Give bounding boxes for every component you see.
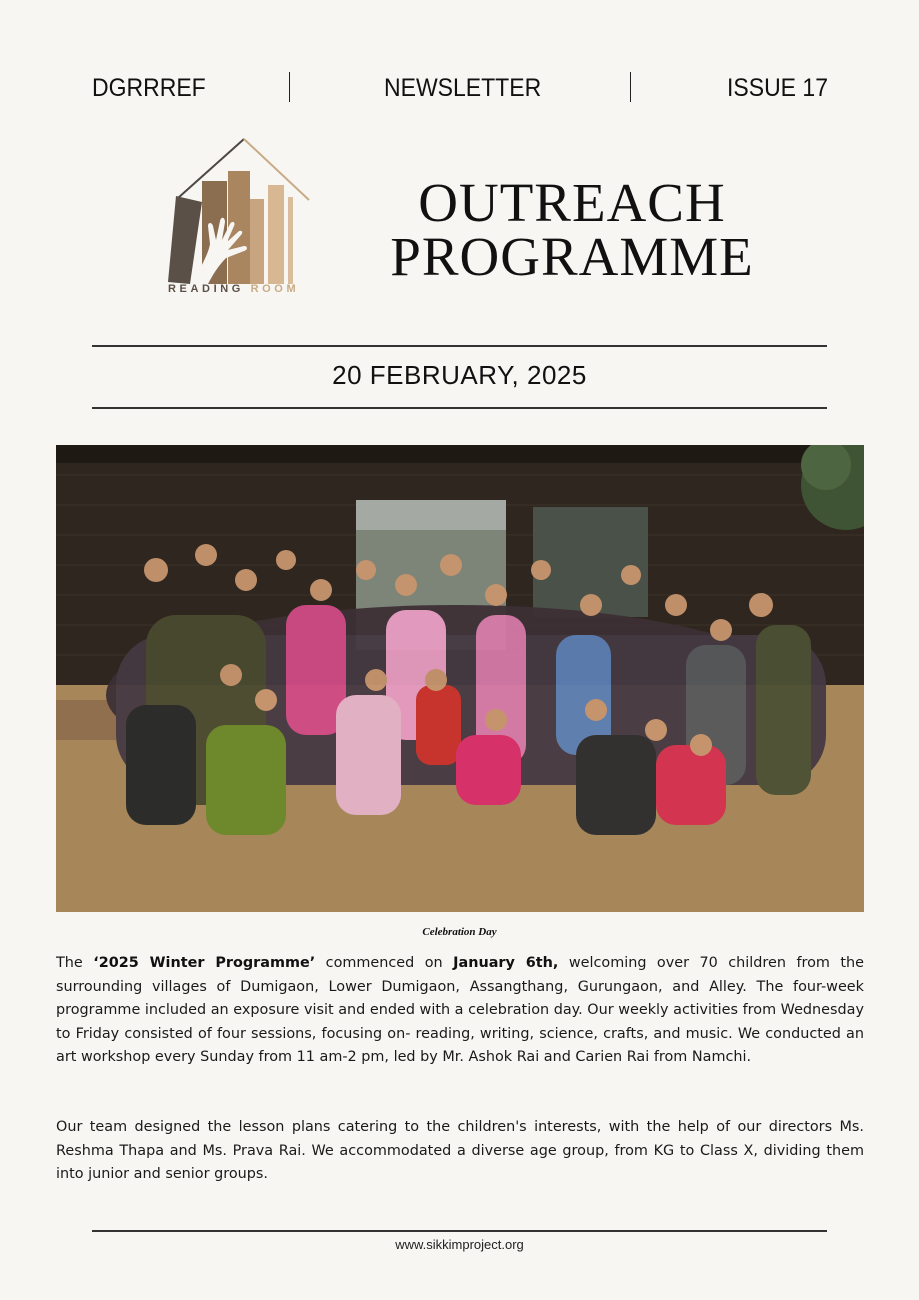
photo-caption: Celebration Day [422, 926, 497, 938]
logo-book-dark [168, 196, 202, 284]
org-name: DGRRREF [92, 74, 206, 102]
article-paragraph-1 [56, 952, 864, 1070]
reading-room-logo [164, 136, 314, 301]
programme-name: ‘2025 Winter Programme’ [93, 955, 316, 971]
logo-word-reading: READING [168, 283, 244, 295]
text-run: The [56, 955, 94, 971]
celebration-photo [56, 445, 864, 912]
header-divider [289, 72, 290, 102]
logo-book [250, 199, 264, 284]
page-title [384, 172, 760, 287]
website-link[interactable]: www.sikkimproject.org [395, 1237, 524, 1252]
divider-bottom [92, 407, 827, 409]
divider-top [92, 345, 827, 347]
issue-date: 20 FEBRUARY, 2025 [332, 360, 587, 390]
issue-number: ISSUE 17 [727, 74, 828, 102]
text-run: commenced on [315, 955, 454, 971]
photo-scene [56, 445, 864, 912]
start-date: January 6th, [453, 955, 559, 971]
logo-book [268, 185, 284, 284]
logo-graphic-icon [164, 136, 314, 301]
logo-text [168, 283, 299, 295]
text-run: welcoming over 70 children from the surrounding villages of Dumigaon, Lower Dumigaon, Assangthang, Gurungaon, and Alley. The four-week programme included an exposure visit and ended with a celebration day. Our weekly activities from Wednesday to Friday consisted of four sessions, focusing on- reading, writing, science, crafts, and music. We conducted an art workshop every Sunday from 11 am-2 pm, led by Mr. Ashok Rai and Carien Rai from Namchi. [56, 955, 865, 1065]
header-divider [630, 72, 631, 102]
article-paragraph-2: Our team designed the lesson plans catering to the children's interests, with the help of our directors Ms. Reshma Thapa and Ms. Prava Rai. We accommodated a diverse age group, from KG to Class X, dividing them into junior and senior groups. [56, 1119, 864, 1182]
newsletter-label: NEWSLETTER [384, 74, 542, 102]
logo-word-room: ROOM [250, 283, 300, 295]
footer-divider [92, 1230, 827, 1232]
title-line-1: OUTREACH [418, 172, 726, 233]
title-line-2: PROGRAMME [390, 226, 754, 287]
logo-book [288, 197, 293, 284]
